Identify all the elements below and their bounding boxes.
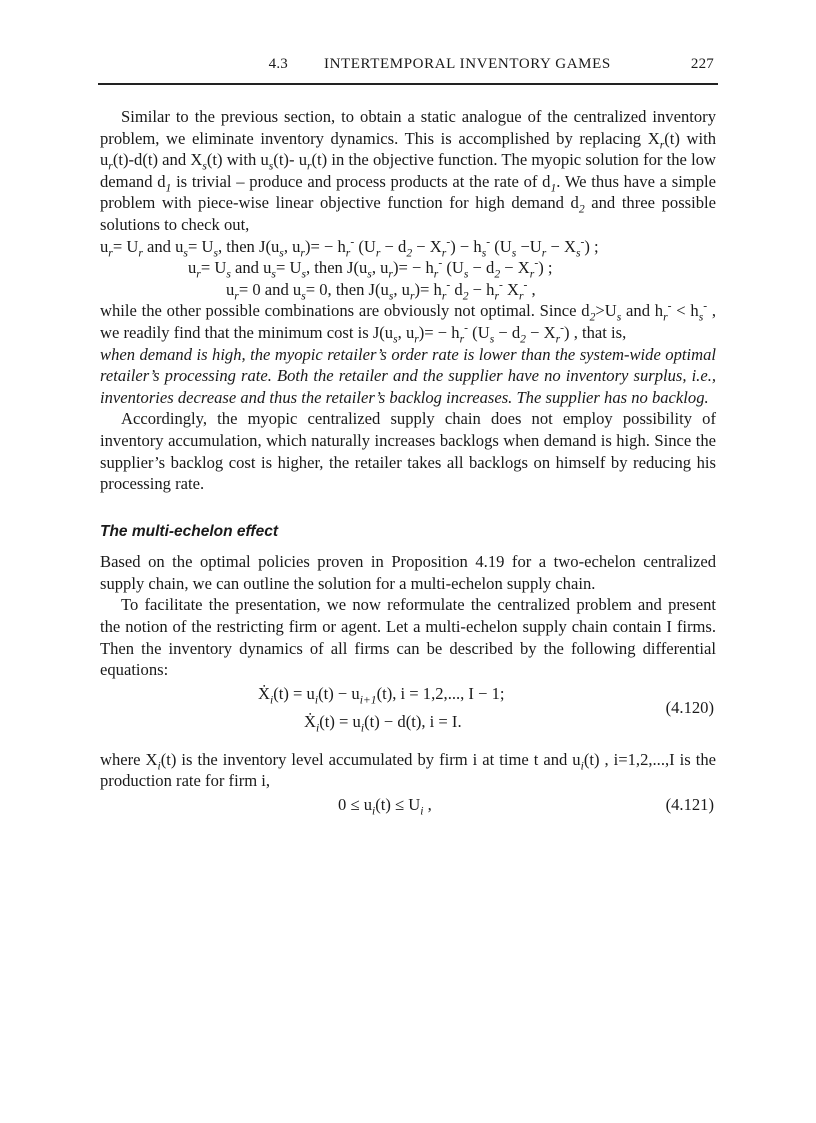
paragraph-reformulate: To facilitate the presentation, we now reformulate the centralized problem and present the notion of the restricting firm or agent. Let a multi-echelon supply chain contain I firms. Then the inventory dynamics of all firms can be described by the following differential equations: [100,595,716,680]
running-title: INTERTEMPORAL INVENTORY GAMES [324,56,611,72]
conclusion-text: when demand is high, the myopic retailer’s order rate is lower than the system-wide optimal retailer’s processing rate. Both the retailer and the supplier have no inventory surplus, i.e., inventories decrease and thus the retailer’s backlog increases. The supplier has no backlog. [100,344,716,407]
equation-4-121-line: $0 \le u_i(t) \le U_i$ , [338,795,432,818]
case-2: $u_r= U_s$ and $u_s= U_s$, then $J(u_s$, $u_r)= - h_r^-$ $(U_s - d_2 - X_r^-)$ ; [188,256,553,281]
paragraph-where: where $X_i(t)$ is the inventory level accumulated by firm i at time t and $u_i(t)$ , i=1,2,...,I is the production rate for firm i, [100,749,716,791]
case-3: $u_r= 0$ and $u_s= 0$, then $J(u_s$, $u_r)= h_r^-$ $d_2 - h_r^-$ $X_r^-$ , [226,278,536,303]
paragraph-minimum-cost: while the other possible combinations are obviously not optimal. Since $d_2>U_s$ and $h_r^- < h_s^-$ , we readily find that the minimum cost is $J(u_s$, $u_r)= - h_r^-$ $(U_s - d_2 - X_r^-)$ , that is, [100,299,717,346]
subheading: The multi-echelon effect [100,522,278,540]
equation-4-120-line-1: Ẋ$_i$(t) = $u_i(t) - u_{i+1}(t)$, i = 1,2,..., I − 1; [258,683,505,707]
equation-4-121 [100,794,716,820]
header-rule [98,83,718,85]
page-body [100,106,716,820]
equation-number-4-121: (4.121) [665,795,714,815]
equation-4-120 [100,683,716,739]
section-number: 4.3 [268,56,288,72]
running-header [98,56,718,78]
conclusion-block [100,344,716,409]
paragraph-accordingly: Accordingly, the myopic centralized supply chain does not employ possibility of inventory accumulation, which naturally increases backlogs when demand is high. Since the supplier’s backlog cost is higher, the retailer takes all backlogs on himself by reducing his processing rate. [100,409,716,494]
case-list [100,236,716,301]
paragraph-intro: Similar to the previous section, to obtain a static analogue of the centralized inventory problem, we eliminate inventory dynamics. This is accomplished by replacing $X_r(t)$ with $u_r(t)-d(t)$ and $X_s(t)$ with $u_s(t)-$ $u_r(t)$ in the objective function. The myopic solution for the low demand $d_1$ is trivial – produce and process products at the rate of $d_1$. We thus have a simple problem with piece-wise linear objective function for high demand $d_2$ and three possible solutions to check out, [100,107,716,234]
paragraph-multi-echelon: Based on the optimal policies proven in Proposition 4.19 for a two-echelon centralized supply chain, we can outline the solution for a multi-echelon supply chain. [100,552,716,593]
case-1: $u_r= U_r$ and $u_s= U_s$, then $J(u_s$, $u_r)= - h_r^-$ $(U_r - d_2 - X_r^-) - h_s^-$ $(U_s -U_r - X_s^-)$ ; [100,235,599,259]
equation-number-4-120: (4.120) [665,697,714,717]
page-number: 227 [690,56,714,72]
equation-4-120-line-2: Ẋ$_i$(t) = $u_i(t) - d(t)$, i = I. [304,711,462,735]
